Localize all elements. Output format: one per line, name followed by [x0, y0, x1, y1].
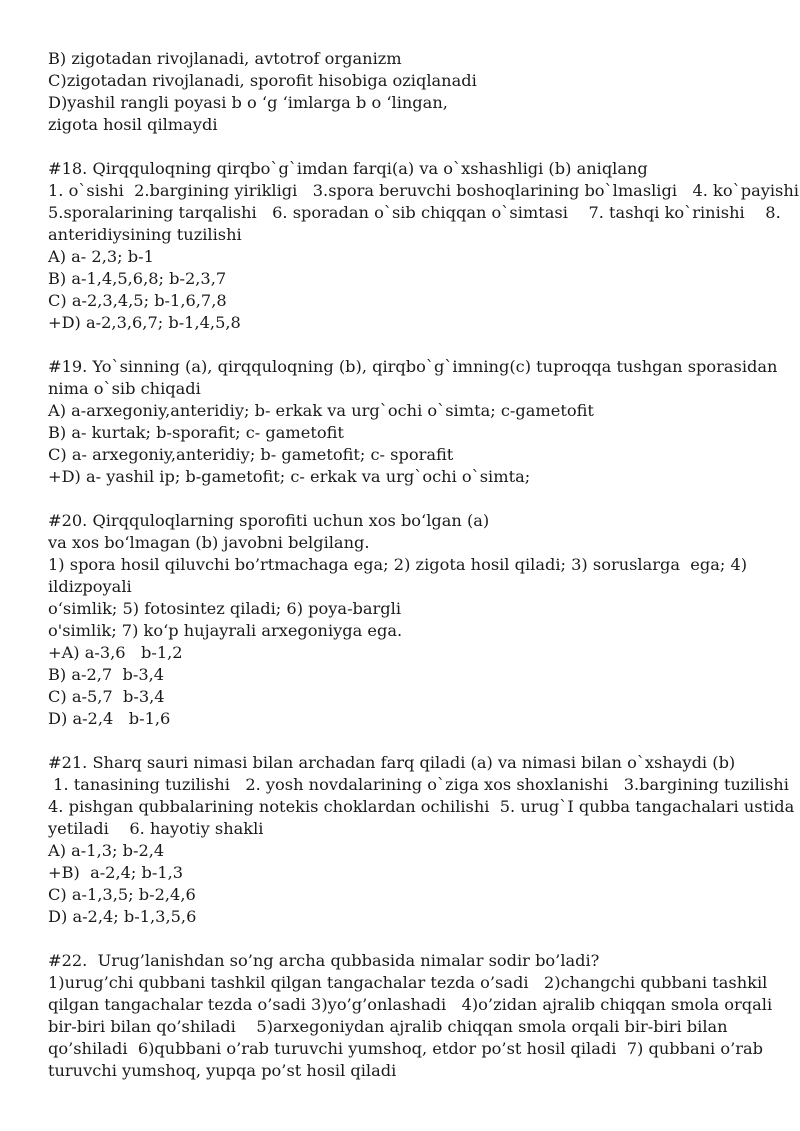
text-line: C) a-2,3,4,5; b-1,6,7,8 — [48, 291, 227, 310]
text-line: +A) a-3,6 b-1,2 — [48, 643, 183, 662]
text-line: 1) spora hosil qiluvchi bo’rtmachaga ega; 2) zigota hosil qiladi; 3) soruslarga ega; 4) — [48, 555, 748, 574]
text-line: #19. Yo`sinning (a), qirqquloqning (b), qirqbo`g`imning(c) tuproqqa tushgan sporasidan — [48, 357, 778, 376]
text-line: C) a-5,7 b-3,4 — [48, 687, 165, 706]
text-line: D)yashil rangli poyasi b o ‘g ‘imlarga b o ‘lingan, — [48, 93, 448, 112]
text-line: B) a-1,4,5,6,8; b-2,3,7 — [48, 269, 227, 288]
text-line: B) a- kurtak; b-sporafit; c- gametofit — [48, 423, 344, 442]
text-line: zigota hosil qilmaydi — [48, 115, 218, 134]
text-line: A) a-1,3; b-2,4 — [48, 841, 165, 860]
text-line: nima o`sib chiqadi — [48, 379, 201, 398]
text-line: 4. pishgan qubbalarining notekis choklardan ochilishi 5. urug`I qubba tangachalari ustida — [48, 797, 795, 816]
text-line: C) a-1,3,5; b-2,4,6 — [48, 885, 196, 904]
question-block — [48, 950, 773, 1082]
text-line: qilgan tangachalar tezda o’sadi 3)yo’g’onlashadi 4)o’zidan ajralib chiqqan smola orqali — [48, 995, 773, 1014]
text-line: bir-biri bilan qo’shiladi 5)arxegoniydan ajralib chiqqan smola orqali bir-biri bilan — [48, 1017, 728, 1036]
text-line: qo’shiladi 6)qubbani o’rab turuvchi yumshoq, etdor po’st hosil qiladi 7) qubbani o’rab — [48, 1039, 764, 1058]
text-line: yetiladi 6. hayotiy shakli — [48, 819, 264, 838]
text-line: B) a-2,7 b-3,4 — [48, 665, 165, 684]
question-block — [48, 510, 768, 730]
text-line: va xos bo‘lmagan (b) javobni belgilang. — [48, 533, 370, 552]
text-line: 1)urug’chi qubbani tashkil qilgan tangachalar tezda o’sadi 2)changchi qubbani tashkil — [48, 973, 768, 992]
text-line: D) a-2,4 b-1,6 — [48, 709, 171, 728]
text-line: +B) a-2,4; b-1,3 — [48, 863, 184, 882]
text-line: +D) a-2,3,6,7; b-1,4,5,8 — [48, 313, 241, 332]
text-line: B) zigotadan rivojlanadi, avtotrof organizm — [48, 49, 402, 68]
text-line: C)zigotadan rivojlanadi, sporofit hisobiga oziqlanadi — [48, 71, 477, 90]
question-block — [48, 356, 778, 488]
text-line: #22. Urug’lanishdan so’ng archa qubbasida nimalar sodir bo’ladi? — [48, 951, 600, 970]
question-block — [48, 752, 795, 928]
answer-options-continuation — [48, 48, 768, 136]
text-line: o'simlik; 7) ko‘p hujayrali arxegoniyga ega. — [48, 621, 403, 640]
text-line: #18. Qirqquloqning qirqbo`g`imdan farqi(a) va o`xshashligi (b) aniqlang — [48, 159, 648, 178]
text-line: A) a- 2,3; b-1 — [48, 247, 154, 266]
document-page — [48, 48, 799, 1104]
text-line: A) a-arxegoniy,anteridiy; b- erkak va urg`ochi o`simta; c-gametofit — [48, 401, 594, 420]
text-line: D) a-2,4; b-1,3,5,6 — [48, 907, 197, 926]
text-line: 1. o`sishi 2.bargining yirikligi 3.spora beruvchi boshoqlarining bo`lmasligi 4. ko`payishi — [48, 181, 799, 200]
text-line: anteridiysining tuzilishi — [48, 225, 242, 244]
text-line: ildizpoyali — [48, 577, 132, 596]
text-line: +D) a- yashil ip; b-gametofit; c- erkak va urg`ochi o`simta; — [48, 467, 531, 486]
question-block — [48, 158, 799, 334]
text-line: o‘simlik; 5) fotosintez qiladi; 6) poya-bargli — [48, 599, 402, 618]
text-line: turuvchi yumshoq, yupqa po’st hosil qiladi — [48, 1061, 397, 1080]
text-line: 5.sporalarining tarqalishi 6. sporadan o`sib chiqqan o`simtasi 7. tashqi ko`rinishi 8. — [48, 203, 781, 222]
text-line: 1. tanasining tuzilishi 2. yosh novdalarining o`ziga xos shoxlanishi 3.bargining tuzilishi — [48, 775, 789, 794]
text-line: C) a- arxegoniy,anteridiy; b- gametofit; c- sporafit — [48, 445, 454, 464]
text-line: #20. Qirqquloqlarning sporofiti uchun xos bo‘lgan (a) — [48, 511, 490, 530]
text-line: #21. Sharq sauri nimasi bilan archadan farq qiladi (a) va nimasi bilan o`xshaydi (b) — [48, 753, 736, 772]
